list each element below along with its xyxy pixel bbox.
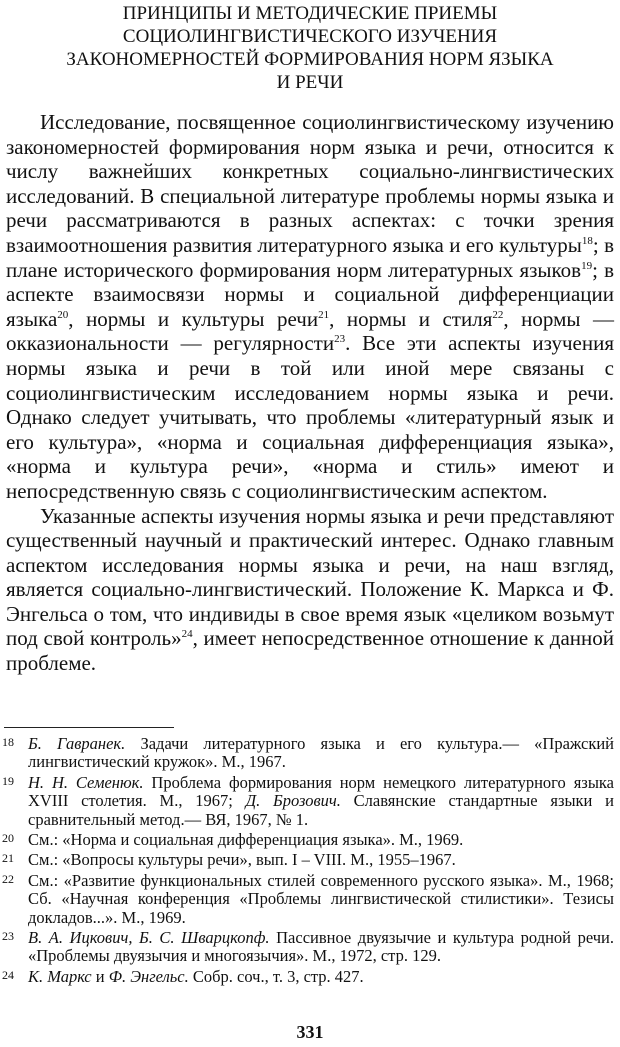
- footnote-number: 24: [2, 967, 14, 982]
- footnote-divider: [4, 727, 174, 728]
- footnote: [2, 870, 614, 927]
- footnote-ref: 22: [492, 308, 504, 321]
- footnote-number: 22: [2, 871, 14, 886]
- footnote-ref: 18: [581, 234, 593, 247]
- footnote-ref: 20: [57, 308, 69, 321]
- footnote-author: К. Маркс: [28, 966, 92, 986]
- footnote-author: Ф. Энгельс.: [108, 966, 189, 986]
- title-line: ЗАКОНОМЕРНОСТЕЙ ФОРМИРОВАНИЯ НОРМ ЯЗЫКА: [66, 49, 554, 70]
- footnote-text: Собр. соч., т. 3, стр. 427.: [188, 966, 364, 986]
- footnote-author: Н. Н. Семенюк.: [28, 772, 144, 792]
- text-run: Исследование, посвященное социолингвистическому изучению закономерностей формирования норм языка и речи, относится к числу важнейших конкретных социально-лингвистических исследований. В специальной литературе проблемы нормы языка и речи рассматриваются в разных аспектах: с точки зрения взаимоотношения развития литературного языка и его культуры: [6, 110, 614, 257]
- footnotes: [2, 733, 614, 986]
- title-line: И РЕЧИ: [276, 72, 344, 93]
- text-run: , нормы — окказиональности — регулярности: [6, 306, 614, 356]
- title-line: СОЦИОЛИНГВИСТИЧЕСКОГО ИЗУЧЕНИЯ: [122, 26, 498, 47]
- title-line: ПРИНЦИПЫ И МЕТОДИЧЕСКИЕ ПРИЕМЫ: [122, 3, 498, 24]
- main-text: [6, 110, 614, 676]
- paragraph: [6, 504, 614, 676]
- footnote-number: 18: [2, 735, 14, 749]
- footnote-text: Пассивное двуязычие и культура родной речи. «Проблемы двуязычия и многоязычия». М., 1972, стр. 129.: [28, 928, 614, 966]
- page-number: 331: [296, 1022, 324, 1042]
- footnote-ref: 23: [334, 333, 346, 346]
- text-run: ; в аспекте взаимосвязи нормы и социальной дифференциации языка: [6, 257, 614, 331]
- footnote-ref: 21: [318, 308, 330, 321]
- footnote-author: Б. Гавранек.: [28, 734, 126, 753]
- footnote: [2, 849, 614, 869]
- footnote-ref: 19: [581, 259, 593, 272]
- paragraph: [6, 110, 614, 504]
- footnote-text: Проблема формирования норм немецкого литературного языка XVIII столетия. М., 1967;: [28, 772, 614, 811]
- footnote-text: Задачи литературного языка и его культура.— «Пражский лингвистический кружок». М., 1967.: [28, 734, 614, 772]
- footnote-author: В. А. Ицкович, Б. С. Шварцкопф.: [28, 928, 270, 948]
- text-run: , нормы и стиля: [329, 306, 493, 331]
- footnote-text: См.: «Норма и социальная дифференциация языка». М., 1969.: [28, 830, 464, 850]
- footnote: [2, 829, 614, 849]
- text-run: , нормы и культуры речи: [68, 306, 319, 331]
- text-run: , имеет непосредственное отношение к данной проблеме.: [6, 626, 614, 676]
- text-run: Указанные аспекты изучения нормы языка и речи представляют существенный научный и практический интерес. Однако главным аспектом исследования нормы языка и речи, на наш взгляд, является социально-лингвистический. Положение К. Маркса и Ф. Энгельса о том, что индивиды в свое время язык «целиком возьмут под свой контроль»: [6, 503, 614, 651]
- footnote-ref: 24: [181, 628, 193, 641]
- footnote-number: 19: [2, 773, 14, 788]
- text-run: . Все эти аспекты изучения нормы языка и речи в той или иной мере связаны с социолингвистическим исследованием нормы языка и речи. Однако следует учитывать, что проблемы «литературный язык и его культура», «норма и социальная дифференциация языка», «норма и культура речи», «норма и стиль» имеют и непосредственную связь с социолингвистическим аспектом.: [6, 331, 615, 503]
- footnote-number: 20: [2, 831, 14, 846]
- footnote: [2, 733, 614, 772]
- footnote: [2, 772, 614, 829]
- footnote-text: и: [91, 966, 109, 986]
- section-title: [20, 2, 600, 94]
- text-run: ; в плане исторического формирования норм литературных языков: [6, 232, 615, 282]
- footnote-text: См.: «Развитие функциональных стилей современного русского языка». М., 1968; Сб. «Научная конференция «Проблемы лингвистической стилистики». Тезисы докладов...». М., 1969.: [28, 870, 614, 927]
- footnote-text: Славянские стандартные языки и сравнительный метод.— ВЯ, 1967, № 1.: [28, 791, 614, 829]
- footnote: [2, 966, 614, 986]
- footnote-number: 21: [2, 851, 14, 866]
- footnote: [2, 927, 614, 966]
- footnote-author: Д. Брозович.: [245, 791, 341, 811]
- footnote-number: 23: [2, 929, 14, 944]
- footnote-text: См.: «Вопросы культуры речи», вып. I – VIII. М., 1955–1967.: [28, 850, 456, 870]
